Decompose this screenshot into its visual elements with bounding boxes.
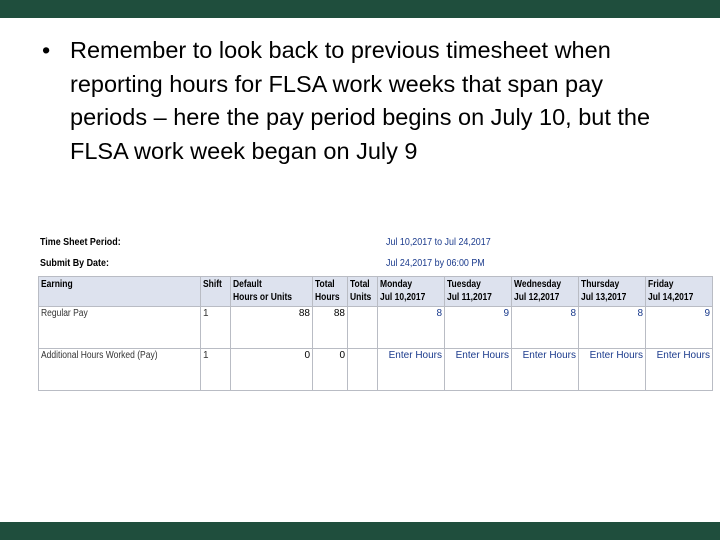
earning-cell: Additional Hours Worked (Pay) xyxy=(39,349,201,391)
timesheet-table xyxy=(38,276,713,391)
table-row xyxy=(39,307,713,349)
top-banner xyxy=(0,0,720,18)
col-total-units: Total Units xyxy=(348,277,378,307)
total-units-cell xyxy=(348,307,378,349)
period-value: Jul 10,2017 to Jul 24,2017 xyxy=(386,236,491,248)
monday-enter-hours-link[interactable]: Enter Hours xyxy=(378,349,445,391)
wednesday-hours-input[interactable]: 8 xyxy=(512,307,579,349)
tuesday-enter-hours-link[interactable]: Enter Hours xyxy=(445,349,512,391)
col-total-hours: Total Hours xyxy=(313,277,348,307)
bullet-dot-icon: • xyxy=(42,37,51,63)
shift-cell: 1 xyxy=(201,307,231,349)
earning-cell: Regular Pay xyxy=(39,307,201,349)
friday-hours-input[interactable]: 9 xyxy=(646,307,713,349)
submit-value: Jul 24,2017 by 06:00 PM xyxy=(386,257,485,269)
shift-cell: 1 xyxy=(201,349,231,391)
col-default: Default Hours or Units xyxy=(231,277,313,307)
table-row xyxy=(39,349,713,391)
monday-hours-input[interactable]: 8 xyxy=(378,307,445,349)
friday-enter-hours-link[interactable]: Enter Hours xyxy=(646,349,713,391)
col-shift: Shift xyxy=(201,277,231,307)
col-thursday: Thursday Jul 13,2017 xyxy=(579,277,646,307)
total-hours-cell: 88 xyxy=(313,307,348,349)
thursday-enter-hours-link[interactable]: Enter Hours xyxy=(579,349,646,391)
timesheet-screenshot xyxy=(38,236,712,394)
default-cell: 88 xyxy=(231,307,313,349)
bullet-text: Remember to look back to previous timesheet when reporting hours for FLSA work weeks that span pay periods – here the pay period begins on July 10, but the FLSA work week began on July 9 xyxy=(70,37,651,164)
thursday-hours-input[interactable]: 8 xyxy=(579,307,646,349)
period-label: Time Sheet Period: xyxy=(40,236,121,248)
submit-label: Submit By Date: xyxy=(40,257,109,269)
bottom-banner xyxy=(0,522,720,540)
col-friday: Friday Jul 14,2017 xyxy=(646,277,713,307)
tuesday-hours-input[interactable]: 9 xyxy=(445,307,512,349)
default-cell: 0 xyxy=(231,349,313,391)
total-hours-cell: 0 xyxy=(313,349,348,391)
col-earning: Earning xyxy=(39,277,201,307)
total-units-cell xyxy=(348,349,378,391)
col-wednesday: Wednesday Jul 12,2017 xyxy=(512,277,579,307)
col-monday: Monday Jul 10,2017 xyxy=(378,277,445,307)
wednesday-enter-hours-link[interactable]: Enter Hours xyxy=(512,349,579,391)
col-tuesday: Tuesday Jul 11,2017 xyxy=(445,277,512,307)
bullet-point xyxy=(42,34,682,168)
header-row xyxy=(39,277,713,307)
